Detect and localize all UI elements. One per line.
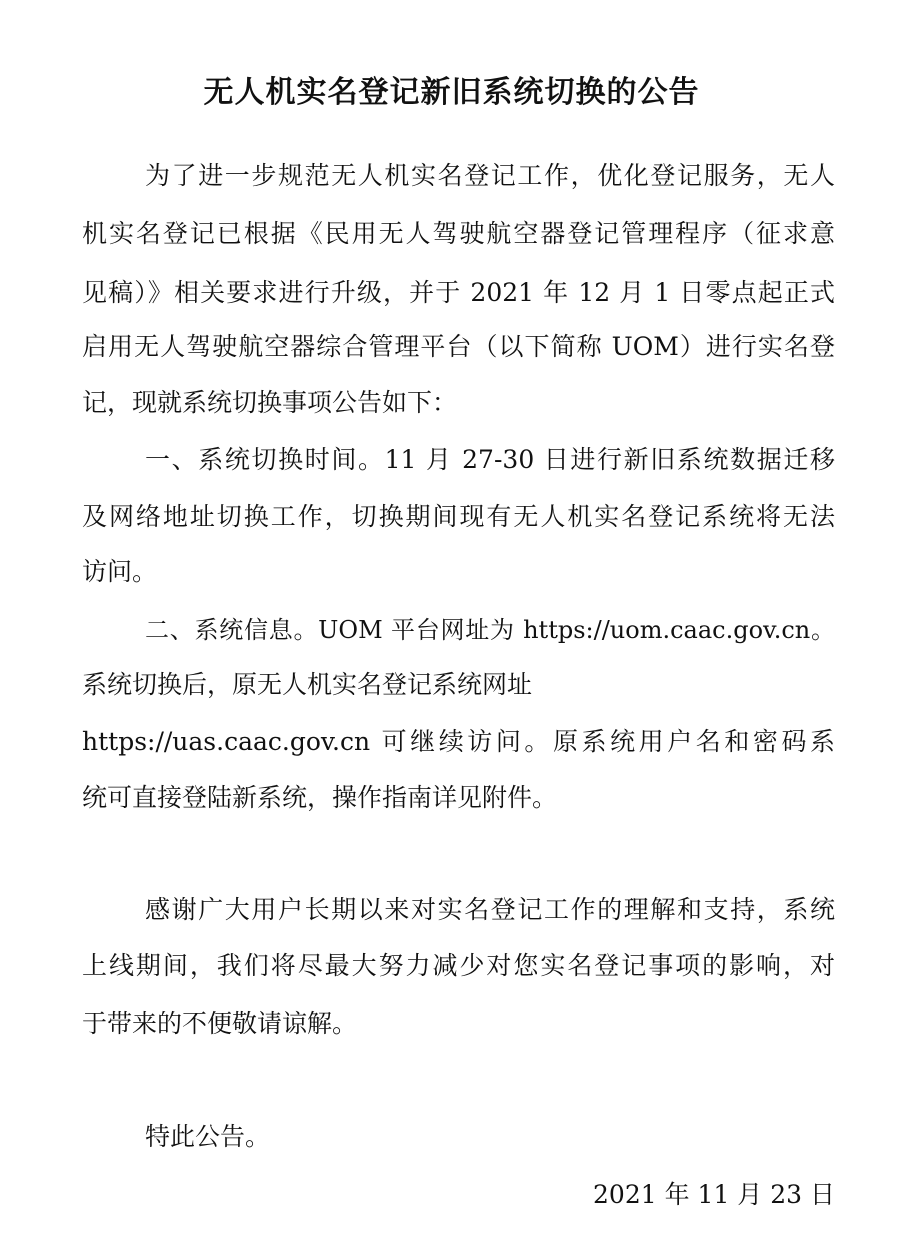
paragraph-4-line-3: 于带来的不便敬请谅解。 bbox=[82, 1009, 358, 1038]
document-title: 无人机实名登记新旧系统切换的公告 bbox=[203, 75, 700, 110]
paragraph-2-line-2: 及网络地址切换工作，切换期间现有无人机实名登记系统将无法 bbox=[82, 502, 835, 531]
paragraph-3-line-4: 统可直接登陆新系统，操作指南详见附件。 bbox=[82, 783, 558, 812]
paragraph-2-line-3: 访问。 bbox=[82, 557, 158, 586]
paragraph-2-line-1: 一、系统切换时间。11 月 27-30 日进行新旧系统数据迁移 bbox=[145, 445, 835, 474]
paragraph-3-line-3: https://uas.caac.gov.cn 可继续访问。原系统用户名和密码系 bbox=[82, 727, 835, 756]
paragraph-1-line-4: 启用无人驾驶航空器综合管理平台（以下简称 UOM）进行实名登 bbox=[82, 332, 835, 361]
paragraph-1-line-3: 见稿）》相关要求进行升级，并于 2021 年 12 月 1 日零点起正式 bbox=[82, 278, 835, 307]
paragraph-4-line-2: 上线期间，我们将尽最大努力减少对您实名登记事项的影响，对 bbox=[82, 951, 835, 980]
closing-statement: 特此公告。 bbox=[145, 1122, 271, 1151]
paragraph-1-line-2: 机实名登记已根据《民用无人驾驶航空器登记管理程序（征求意 bbox=[82, 219, 835, 248]
paragraph-4-line-1: 感谢广大用户长期以来对实名登记工作的理解和支持，系统 bbox=[145, 895, 835, 924]
paragraph-1-line-1: 为了进一步规范无人机实名登记工作，优化登记服务，无人 bbox=[145, 161, 835, 190]
paragraph-1-line-5: 记，现就系统切换事项公告如下： bbox=[82, 388, 458, 417]
announcement-date: 2021 年 11 月 23 日 bbox=[593, 1180, 835, 1209]
paragraph-3-line-2: 系统切换后，原无人机实名登记系统网址 bbox=[82, 670, 533, 699]
paragraph-3-line-1: 二、系统信息。UOM 平台网址为 https://uom.caac.gov.cn。 bbox=[145, 616, 835, 644]
